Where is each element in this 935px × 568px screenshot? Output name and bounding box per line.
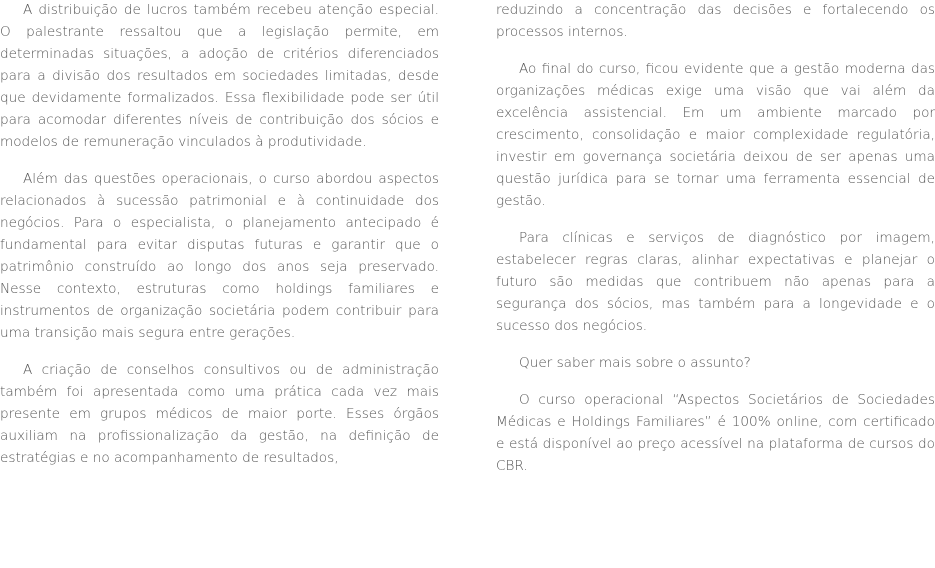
- paragraph-question: Quer saber mais sobre o assunto?: [519, 355, 751, 371]
- paragraph-councils-continuation: reduzindo a concentração das decisões e fortalecendo os processos internos.: [496, 2, 935, 40]
- paragraph-councils: A criação de conselhos consultivos ou de administração também foi apresentada como uma prática cada vez mais presente em grupos médicos de maior porte. Esses órgãos auxiliam na profissionalização da gestão, na definição de estratégias e no acompanhamento de resultados,: [0, 362, 439, 466]
- paragraph-course-info: O curso operacional “Aspectos Societários de Sociedades Médicas e Holdings Familiares” é 100% online, com certificado e está disponível ao preço acessível na plataforma de cursos do CBR.: [496, 392, 935, 474]
- paragraph-clinics: Para clínicas e serviços de diagnóstico por imagem, estabelecer regras claras, alinhar expectativas e planejar o futuro são medidas que contribuem não apenas para a segurança dos sócios, mas também para a longevidade e o sucesso dos negócios.: [496, 230, 935, 334]
- paragraph-succession: Além das questões operacionais, o curso abordou aspectos relacionados à sucessão patrimonial e à continuidade dos negócios. Para o especialista, o planejamento antecipado é fundamental para evitar disputas futuras e garantir que o patrimônio construído ao longo dos anos seja preservado. Nesse contexto, estruturas como holdings familiares e instrumentos de organização societária podem contribuir para uma transição mais segura entre gerações.: [0, 171, 439, 341]
- paragraph-profit-distribution: A distribuição de lucros também recebeu atenção especial. O palestrante ressaltou que a legislação permite, em determinadas situações, a adoção de critérios diferenciados para a divisão dos resultados em sociedades limitadas, desde que devidamente formalizados. Essa flexibilidade pode ser útil para acomodar diferentes níveis de contribuição dos sócios e modelos de remuneração vinculados à produtividade.: [0, 2, 439, 150]
- right-column: [496, 0, 935, 492]
- left-column: [0, 0, 439, 484]
- paragraph-conclusion: Ao final do curso, ficou evidente que a gestão moderna das organizações médicas exige uma visão que vai além da excelência assistencial. Em um ambiente marcado por crescimento, consolidação e maior complexidade regulatória, investir em governança societária deixou de ser apenas uma questão jurídica para se tornar uma ferramenta essencial de gestão.: [496, 61, 935, 209]
